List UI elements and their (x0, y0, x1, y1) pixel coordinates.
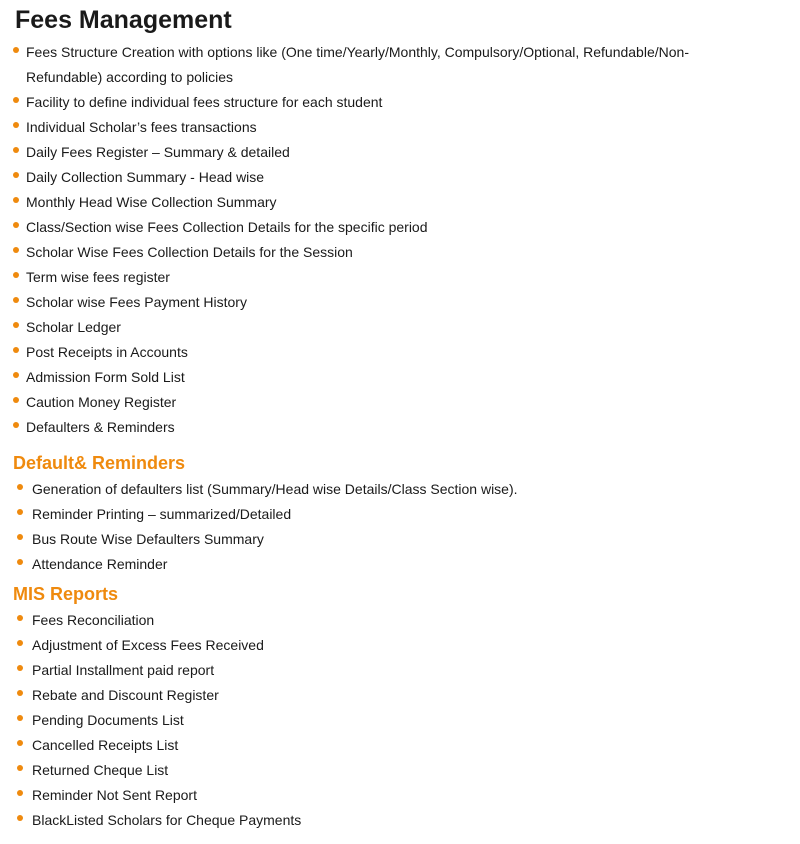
bullet-icon (17, 484, 23, 490)
list-item (26, 140, 726, 165)
bullet-icon (17, 790, 23, 796)
list-item-text: Scholar Wise Fees Collection Details for the Session (26, 244, 353, 260)
bullet-icon (17, 640, 23, 646)
list-item-text: Reminder Not Sent Report (32, 787, 197, 803)
page-title: Fees Management (15, 6, 232, 34)
bullet-icon (13, 122, 19, 128)
list-item (26, 290, 726, 315)
list-item-text: Fees Reconciliation (32, 612, 155, 628)
list-item-text: Daily Fees Register – Summary & detailed (26, 144, 290, 160)
list-item-text: Fees Structure Creation with options like (One time/Yearly/Monthly, Compulsory/Optional, Refundable/Non-Refundable) according to policies (26, 44, 689, 85)
bullet-icon (13, 172, 19, 178)
list-item (32, 527, 732, 552)
bullet-icon (13, 247, 19, 253)
list-item-text: Rebate and Discount Register (32, 687, 219, 703)
list-item (32, 683, 732, 708)
list-item-text: Returned Cheque List (32, 762, 169, 778)
list-item-text: Term wise fees register (26, 269, 170, 285)
list-item (32, 502, 732, 527)
bullet-icon (13, 147, 19, 153)
list-item (32, 808, 732, 833)
defaults-section-heading: Default& Reminders (13, 453, 186, 473)
bullet-icon (17, 815, 23, 821)
bullet-icon (13, 97, 19, 103)
list-item-text: Pending Documents List (32, 712, 184, 728)
list-item (32, 758, 732, 783)
mis-reports-heading: MIS Reports (13, 584, 119, 604)
list-item-text: Admission Form Sold List (26, 369, 185, 385)
bullet-icon (13, 397, 19, 403)
list-item-text: Adjustment of Excess Fees Received (32, 637, 264, 653)
list-item-text: Generation of defaulters list (Summary/Head wise Details/Class Section wise). (32, 481, 518, 497)
bullet-icon (13, 222, 19, 228)
list-item (26, 165, 726, 190)
bullet-icon (13, 322, 19, 328)
list-item-text: Scholar wise Fees Payment History (26, 294, 247, 310)
list-item-text: Bus Route Wise Defaulters Summary (32, 531, 264, 547)
list-item (26, 190, 726, 215)
list-item-text: Post Receipts in Accounts (26, 344, 188, 360)
list-item (32, 658, 732, 683)
bullet-icon (17, 690, 23, 696)
bullet-icon (17, 534, 23, 540)
list-item-text: BlackListed Scholars for Cheque Payments (32, 812, 302, 828)
list-item (32, 608, 732, 633)
list-item (26, 265, 726, 290)
bullet-icon (13, 197, 19, 203)
list-item-text: Scholar Ledger (26, 319, 121, 335)
list-item-text: Reminder Printing – summarized/Detailed (32, 506, 292, 522)
list-item-text: Defaulters & Reminders (26, 419, 175, 435)
list-item (26, 240, 726, 265)
bullet-icon (17, 715, 23, 721)
list-item (32, 477, 732, 502)
bullet-icon (17, 559, 23, 565)
list-item-text: Cancelled Receipts List (32, 737, 179, 753)
bullet-icon (13, 272, 19, 278)
bullet-icon (17, 740, 23, 746)
bullet-icon (17, 665, 23, 671)
list-item (26, 340, 726, 365)
bullet-icon (17, 509, 23, 515)
bullet-icon (13, 47, 19, 53)
list-item-text: Class/Section wise Fees Collection Details for the specific period (26, 219, 428, 235)
list-item-text: Caution Money Register (26, 394, 177, 410)
mis-reports-list (32, 608, 732, 833)
list-item (26, 365, 726, 390)
list-item (32, 633, 732, 658)
bullet-icon (13, 422, 19, 428)
list-item (32, 708, 732, 733)
list-item (32, 552, 732, 577)
list-item-text: Partial Installment paid report (32, 662, 215, 678)
list-item (26, 90, 726, 115)
list-item (26, 215, 726, 240)
list-item-text: Monthly Head Wise Collection Summary (26, 194, 277, 210)
list-item (26, 390, 726, 415)
list-item-text: Facility to define individual fees structure for each student (26, 94, 383, 110)
defaults-list (32, 477, 732, 577)
list-item (32, 733, 732, 758)
bullet-icon (13, 347, 19, 353)
list-item-text: Attendance Reminder (32, 556, 168, 572)
bullet-icon (13, 372, 19, 378)
list-item (26, 40, 716, 90)
bullet-icon (17, 615, 23, 621)
list-item (32, 783, 732, 808)
bullet-icon (17, 765, 23, 771)
list-item-text: Individual Scholar’s fees transactions (26, 119, 257, 135)
list-item-text: Daily Collection Summary - Head wise (26, 169, 265, 185)
list-item (26, 415, 726, 440)
bullet-icon (13, 297, 19, 303)
list-item (26, 115, 726, 140)
features-list (26, 40, 726, 440)
list-item (26, 315, 726, 340)
